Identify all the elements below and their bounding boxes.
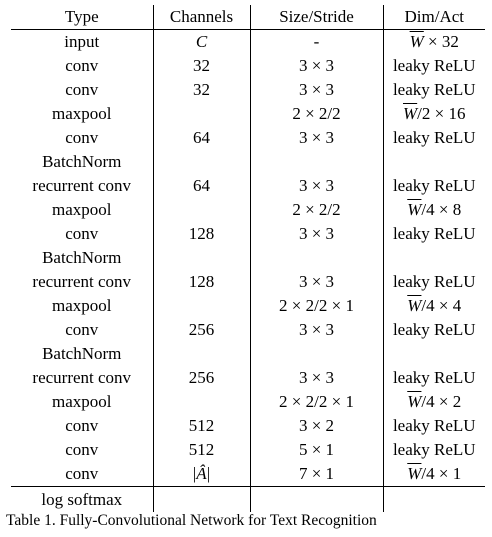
network-table-container	[11, 5, 485, 512]
cell-size-stride: 2 × 2/2 × 1	[250, 390, 383, 414]
cell-type: maxpool	[52, 296, 112, 315]
table-body	[11, 30, 485, 513]
cell-channels: 64	[153, 174, 250, 198]
cell-size-stride: 3 × 3	[250, 270, 383, 294]
table-row	[11, 174, 485, 198]
cell-dim-act: leaky ReLU	[383, 174, 485, 198]
header-type: Type	[11, 5, 153, 30]
cell-dim-act: leaky ReLU	[383, 318, 485, 342]
cell-dim-act: $\overline{W}/4 \times 1$	[383, 462, 485, 487]
table-row	[11, 150, 485, 174]
table-caption: Table 1. Fully-Convolutional Network for Text Recognition	[6, 512, 377, 529]
cell-type: recurrent conv	[32, 176, 132, 195]
cell-type: conv	[65, 128, 99, 147]
cell-channels: 512	[153, 438, 250, 462]
cell-size-stride: 2 × 2/2	[250, 198, 383, 222]
header-size-stride: Size/Stride	[250, 5, 383, 30]
cell-dim-act	[383, 487, 485, 513]
cell-type: recurrent conv	[32, 272, 132, 291]
cell-size-stride: 3 × 3	[250, 78, 383, 102]
cell-size-stride: 3 × 2	[250, 414, 383, 438]
cell-type: recurrent conv	[32, 368, 132, 387]
cell-size-stride: 2 × 2/2 × 1	[250, 294, 383, 318]
cell-size-stride	[250, 487, 383, 513]
cell-size-stride: 7 × 1	[250, 462, 383, 487]
cell-size-stride: 3 × 3	[250, 222, 383, 246]
table-row	[11, 198, 485, 222]
cell-type: BatchNorm	[42, 152, 122, 171]
cell-size-stride: 3 × 3	[250, 318, 383, 342]
cell-type: BatchNorm	[42, 344, 122, 363]
table-row	[11, 414, 485, 438]
cell-size-stride: 3 × 3	[250, 54, 383, 78]
cell-type: conv	[65, 416, 99, 435]
cell-channels	[153, 390, 250, 414]
cell-channels	[153, 342, 250, 366]
table-row	[11, 30, 485, 55]
cell-channels	[153, 102, 250, 126]
cell-channels: 64	[153, 126, 250, 150]
table-row	[11, 462, 485, 487]
cell-dim-act: $\overline{W}/4 \times 4$	[383, 294, 485, 318]
cell-channels: C	[153, 30, 250, 55]
table-row	[11, 126, 485, 150]
cell-channels	[153, 246, 250, 270]
cell-size-stride	[250, 246, 383, 270]
cell-dim-act: leaky ReLU	[383, 414, 485, 438]
cell-size-stride	[250, 342, 383, 366]
cell-dim-act: leaky ReLU	[383, 270, 485, 294]
cell-type: conv	[65, 440, 99, 459]
cell-channels: 128	[153, 222, 250, 246]
cell-size-stride: -	[250, 30, 383, 55]
cell-dim-act: leaky ReLU	[383, 438, 485, 462]
cell-channels: 512	[153, 414, 250, 438]
table-row	[11, 270, 485, 294]
network-architecture-table	[11, 5, 485, 512]
table-row	[11, 318, 485, 342]
cell-type: conv	[65, 80, 99, 99]
cell-channels: 256	[153, 318, 250, 342]
cell-channels	[153, 150, 250, 174]
cell-channels: 32	[153, 54, 250, 78]
cell-size-stride: 5 × 1	[250, 438, 383, 462]
cell-channels: 32	[153, 78, 250, 102]
cell-channels	[153, 294, 250, 318]
table-row	[11, 390, 485, 414]
cell-type: log softmax	[11, 487, 153, 513]
cell-type: input	[64, 32, 100, 51]
cell-dim-act: $\overline{W}/2 \times 16$	[383, 102, 485, 126]
cell-type: BatchNorm	[42, 248, 122, 267]
cell-type: conv	[65, 320, 99, 339]
cell-dim-act: $\overline{W}/4 \times 2$	[383, 390, 485, 414]
table-row	[11, 487, 485, 513]
cell-type: conv	[65, 224, 99, 243]
cell-type: conv	[65, 464, 99, 483]
cell-dim-act: leaky ReLU	[383, 78, 485, 102]
table-row	[11, 222, 485, 246]
cell-channels	[153, 198, 250, 222]
table-header-row	[11, 5, 485, 30]
table-row	[11, 246, 485, 270]
table-row	[11, 438, 485, 462]
table-row	[11, 54, 485, 78]
cell-dim-act: leaky ReLU	[383, 54, 485, 78]
cell-dim-act: leaky ReLU	[383, 366, 485, 390]
cell-size-stride	[250, 150, 383, 174]
table-row	[11, 78, 485, 102]
cell-channels: |Â|	[153, 462, 250, 487]
cell-dim-act	[383, 150, 485, 174]
cell-dim-act: leaky ReLU	[383, 126, 485, 150]
cell-channels	[153, 487, 250, 513]
cell-dim-act	[383, 342, 485, 366]
cell-size-stride: 3 × 3	[250, 126, 383, 150]
header-dim-act: Dim/Act	[383, 5, 485, 30]
cell-dim-act: $\overline{W} \times 32$	[383, 30, 485, 55]
cell-type: maxpool	[52, 200, 112, 219]
cell-type: conv	[65, 56, 99, 75]
cell-dim-act	[383, 246, 485, 270]
cell-size-stride: 2 × 2/2	[250, 102, 383, 126]
cell-type: maxpool	[52, 104, 112, 123]
table-row	[11, 294, 485, 318]
table-row	[11, 366, 485, 390]
cell-channels: 256	[153, 366, 250, 390]
cell-dim-act: $\overline{W}/4 \times 8$	[383, 198, 485, 222]
cell-type: maxpool	[52, 392, 112, 411]
table-row	[11, 342, 485, 366]
table-row	[11, 102, 485, 126]
cell-channels: 128	[153, 270, 250, 294]
header-channels: Channels	[153, 5, 250, 30]
cell-dim-act: leaky ReLU	[383, 222, 485, 246]
cell-size-stride: 3 × 3	[250, 174, 383, 198]
cell-size-stride: 3 × 3	[250, 366, 383, 390]
